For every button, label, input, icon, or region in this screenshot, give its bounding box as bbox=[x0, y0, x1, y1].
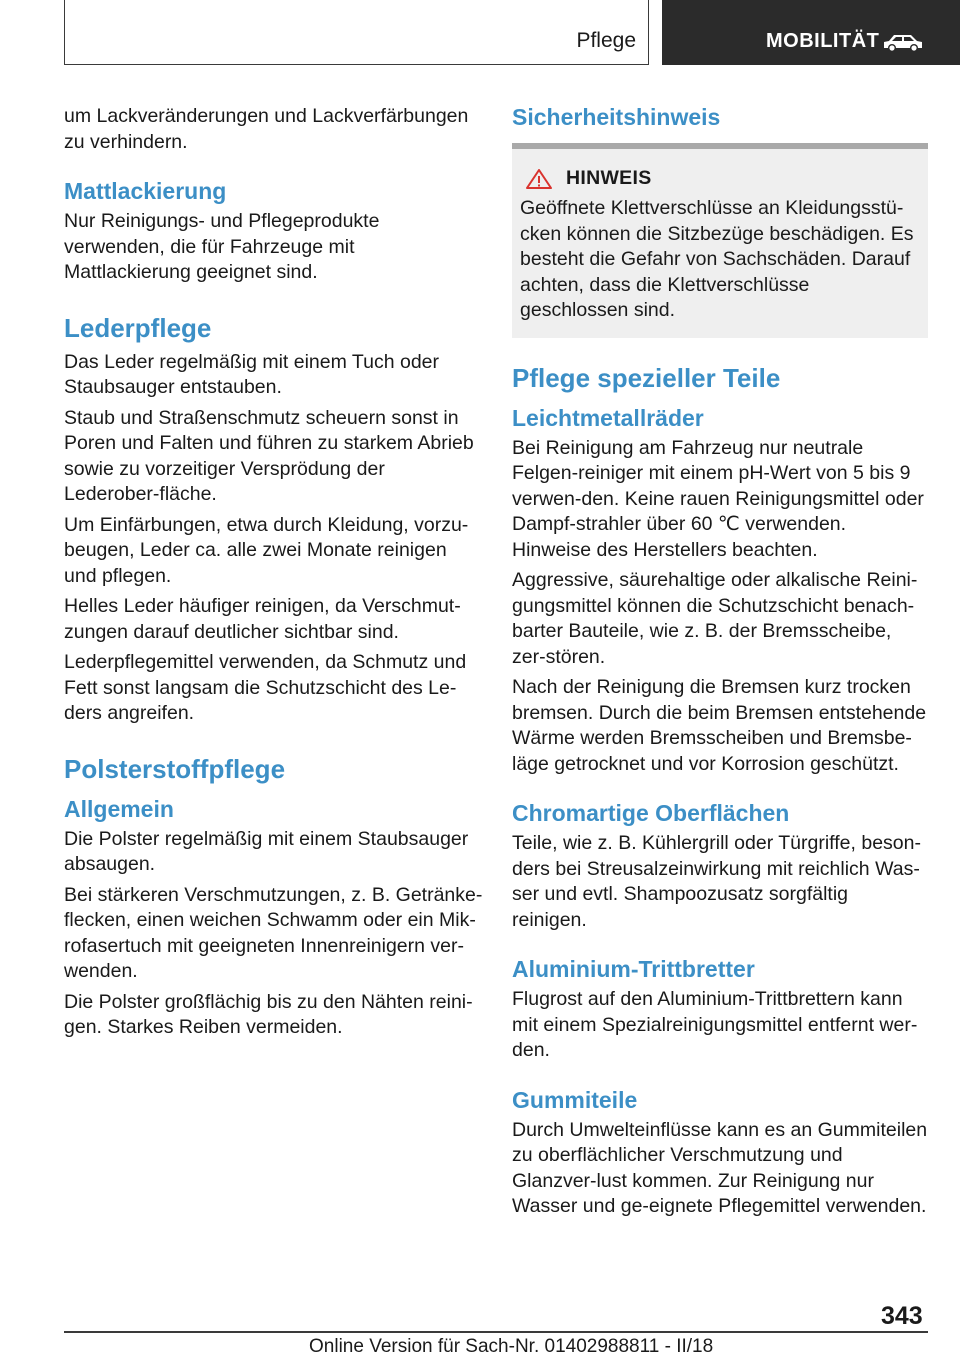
paragraph: Die Polster großflächig bis zu den Nähten reini-gen. Starkes Reiben vermeiden. bbox=[64, 990, 473, 1038]
heading-leichtmetallraeder: Leichtmetallräder bbox=[512, 404, 704, 431]
paragraph: Nach der Reinigung die Bremsen kurz trocken bremsen. Durch die beim Bremsen entstehende Wärme werden Bremsscheiben und Bremsbe-läge getrocknet und vor Korrosion geschützt. bbox=[512, 676, 927, 775]
page-number: 343 bbox=[881, 1302, 923, 1330]
notice-box bbox=[512, 149, 928, 338]
heading-chromartige-oberflaechen: Chromartige Oberflächen bbox=[512, 800, 790, 826]
paragraph: Flugrost auf den Aluminium-Trittbrettern kann mit einem Spezialreinigungsmittel entfernt wer-den. bbox=[512, 988, 918, 1061]
paragraph: Das Leder regelmäßig mit einem Tuch oder Staubsauger entstauben. bbox=[64, 350, 440, 398]
paragraph: Lederpflegemittel verwenden, da Schmutz und Fett sonst langsam die Schutzschicht des Le-ders angreifen. bbox=[64, 651, 467, 724]
left-column bbox=[64, 104, 484, 1046]
paragraph: Helles Leder häufiger reinigen, da Verschmut-zungen darauf deutlicher sichtbar sind. bbox=[64, 595, 461, 643]
paragraph: Bei stärkeren Verschmutzungen, z. B. Getränke-flecken, einen weichen Schwamm oder ein Mik-rofasertuch mit geeigneten Innenreinigern ver-wenden. bbox=[64, 883, 483, 982]
notice-title: HINWEIS bbox=[566, 167, 652, 189]
subheading-allgemein: Allgemein bbox=[64, 795, 174, 822]
heading-aluminium-trittbretter: Aluminium-Trittbretter bbox=[512, 956, 755, 982]
chapter-tab bbox=[662, 0, 960, 65]
intro-paragraph: um Lackveränderungen und Lackverfärbungen zu verhindern. bbox=[64, 105, 469, 153]
car-icon bbox=[880, 30, 926, 54]
paragraph: Bei Reinigung am Fahrzeug nur neutrale Felgen-reiniger mit einem pH-Wert von 5 bis 9 verwen-den. Keine rauen Reinigungsmittel oder Dampf-strahler über 60 ℃ verwenden. Hinweise des Herstellers beachten. bbox=[512, 436, 924, 561]
heading-polsterstoffpflege: Polsterstoffpflege bbox=[64, 753, 286, 784]
heading-sicherheitshinweis: Sicherheitshinweis bbox=[512, 104, 721, 130]
paragraph: Die Polster regelmäßig mit einem Staubsauger absaugen. bbox=[64, 827, 469, 875]
chapter-title: MOBILITÄT bbox=[766, 30, 880, 52]
paragraph: Durch Umwelteinflüsse kann es an Gummiteilen zu oberflächlicher Verschmutzung und Glanzver-lust kommen. Zur Reinigung nur Wasser und ge-eignete Pflegemittel verwenden. bbox=[512, 1118, 928, 1217]
heading-mattlackierung: Mattlackierung bbox=[64, 178, 227, 204]
right-column bbox=[512, 104, 928, 1225]
footer-rule bbox=[64, 1331, 928, 1333]
paragraph: Nur Reinigungs- und Pflegeprodukte verwenden, die für Fahrzeuge mit Mattlackierung geeignet sind. bbox=[64, 210, 380, 283]
notice-text: Geöffnete Klettverschlüsse an Kleidungsstü-cken können die Sitzbezüge beschädigen. Es besteht die Gefahr von Sachschäden. Darauf achten, dass die Klettverschlüsse geschlossen sind. bbox=[520, 197, 914, 321]
header-section-title: Pflege bbox=[576, 29, 636, 52]
heading-lederpflege: Lederpflege bbox=[64, 312, 212, 343]
paragraph: Um Einfärbungen, etwa durch Kleidung, vorzu-beugen, Leder ca. alle zwei Monate reinigen und pflegen. bbox=[64, 513, 469, 587]
paragraph: Aggressive, säurehaltige oder alkalische Reini-gungsmittel können die Schutzschicht benach-barter Bauteile, wie z. B. der Bremsscheibe, zer-stören. bbox=[512, 569, 918, 668]
paragraph: Staub und Straßenschmutz scheuern sonst in Poren und Falten und führen zu starkem Abrieb sowie zu vorzeitiger Versprödung der Lederober-fläche. bbox=[64, 406, 474, 505]
header-frame bbox=[64, 0, 649, 65]
warning-triangle-icon bbox=[524, 168, 554, 190]
paragraph: Teile, wie z. B. Kühlergrill oder Türgriffe, beson-ders bei Streusalzeinwirkung mit reichlich Was-ser und evtl. Shampoozusatz sorgfältig reinigen. bbox=[512, 832, 921, 931]
notice-header bbox=[520, 167, 920, 190]
heading-gummiteile: Gummiteile bbox=[512, 1086, 638, 1113]
heading-pflege-spezieller-teile: Pflege spezieller Teile bbox=[512, 362, 781, 393]
footer-text: Online Version für Sach-Nr. 01402988811 - II/18 bbox=[309, 1336, 714, 1357]
